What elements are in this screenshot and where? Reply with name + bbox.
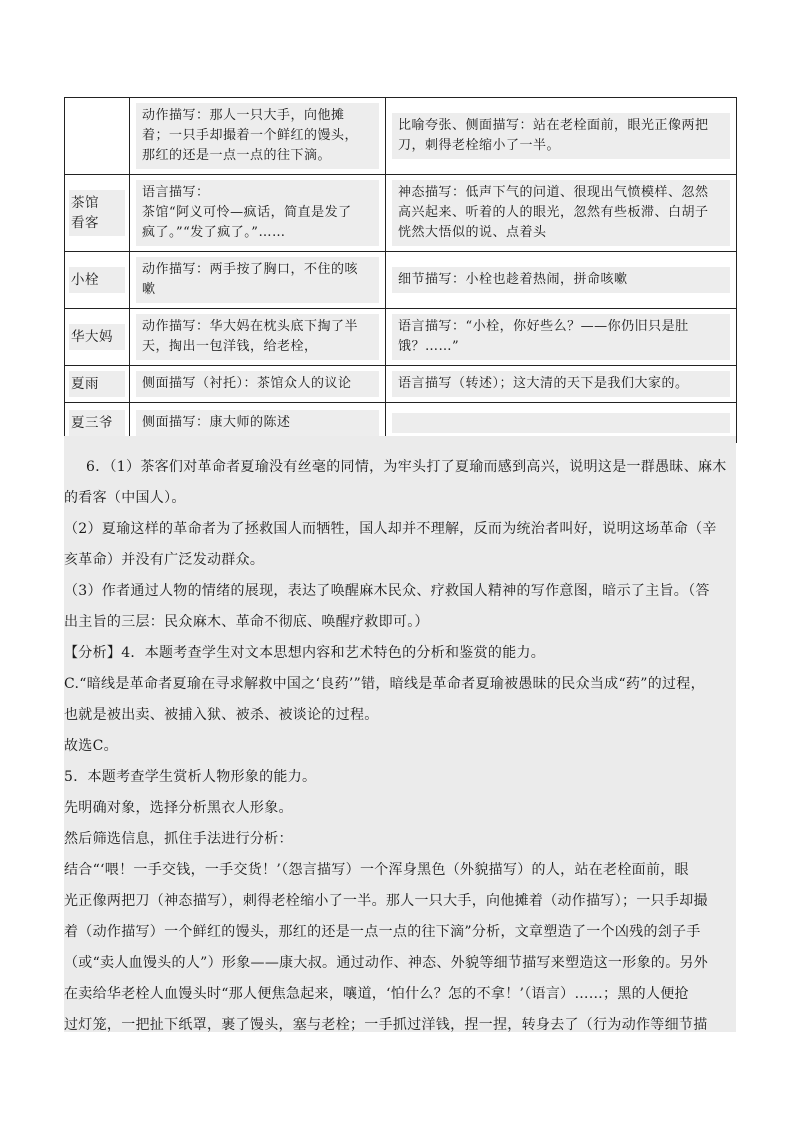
analysis-line: 6．（1）茶客们对革命者夏瑜没有丝毫的同情，为牢头打了夏瑜而感到高兴，说明这是一群愚昧、麻木	[86, 459, 727, 475]
text-line: 动作描写：两手按了胸口，不住的咳	[142, 262, 359, 277]
analysis-line: （3）作者通过人物的情绪的展现，表达了唤醒麻木民众、疗救国人精神的写作意图，暗示了主旨。（答	[64, 583, 710, 599]
text-line: 饿？……”	[398, 339, 460, 354]
text-line: 刀，刺得老栓缩小了一半。	[398, 138, 561, 153]
technique-cell	[386, 366, 737, 403]
technique-text	[392, 413, 730, 433]
analysis-line: 然后筛选信息，抓住手法进行分析：	[64, 831, 293, 847]
character-name-cell	[65, 252, 130, 309]
description-text	[136, 257, 379, 303]
description-text	[136, 103, 379, 169]
analysis-line: （或“卖人血馒头的人”）形象——康大叔。通过动作、神态、外貌等细节描写来塑造这一形象的。另外	[64, 955, 709, 971]
table-row	[65, 252, 737, 309]
technique-text	[392, 314, 730, 360]
description-text	[136, 410, 379, 436]
table-row	[65, 98, 737, 175]
analysis-line: 着（动作描写）一个鲜红的馒头，那红的还是一点一点的往下滴”分析，文章塑造了一个凶残的刽子手	[64, 924, 701, 940]
text-line: 嗽	[142, 282, 156, 297]
description-text	[136, 180, 379, 246]
technique-cell	[386, 98, 737, 175]
analysis-line: 先明确对象，选择分析黑衣人形象。	[64, 800, 293, 816]
technique-cell	[386, 252, 737, 309]
analysis-line: 在卖给华老栓人血馒头时“那人便焦急起来，嚷道，‘怕什么？怎的不拿！’（语言）……；黑的人便抢	[64, 986, 689, 1002]
text-line: 天，掏出一包洋钱，给老栓，	[142, 339, 318, 354]
text-line: 侧面描写：康大师的陈述	[142, 414, 291, 430]
character-name-cell	[65, 175, 130, 252]
text-line: 侧面描写（衬托）：茶馆众人的议论	[142, 376, 352, 391]
character-name: 小栓	[69, 267, 125, 293]
text-line: 语言描写：	[142, 185, 210, 200]
analysis-line: 光正像两把刀（神态描写），刺得老栓缩小了一半。那人一只大手，向他摊着（动作描写）；一只手却撮	[64, 893, 708, 909]
text-line: 语言描写（转述）；这大清的天下是我们大家的。	[398, 376, 689, 391]
description-cell	[130, 366, 386, 403]
text-line: 动作描写：华大妈在枕头底下掏了半	[142, 319, 359, 334]
character-name: 华大妈	[69, 324, 125, 350]
table-row	[65, 366, 737, 403]
character-name: 夏三爷	[69, 410, 125, 436]
analysis-line: C.“暗线是革命者夏瑜在寻求解救中国之‘良药’”错，暗线是革命者夏瑜被愚昧的民众当成“药”的过程，	[64, 676, 705, 692]
character-description-table	[64, 97, 737, 443]
description-cell	[130, 252, 386, 309]
analysis-line: 【分析】4．本题考查学生对文本思想内容和艺术特色的分析和鉴赏的能力。	[64, 645, 546, 661]
text-line: 疯了。”“发了疯了。”……	[142, 225, 286, 240]
description-cell	[130, 175, 386, 252]
analysis-line: 也就是被出卖、被捕入狱、被杀、被谈论的过程。	[64, 707, 379, 723]
analysis-line: 出主旨的三层：民众麻木、革命不彻底、唤醒疗救即可。）	[64, 614, 429, 630]
character-name-cell	[65, 366, 130, 403]
analysis-line: 亥革命）并没有广泛发动群众。	[64, 552, 265, 568]
table-row	[65, 309, 737, 366]
analysis-line: 5．本题考查学生赏析人物形象的能力。	[64, 769, 317, 785]
analysis-line: 故选C。	[64, 738, 118, 754]
text-line: 恍然大悟似的说、点着头	[398, 225, 547, 240]
text-line: 细节描写：小栓也趁着热闹，拼命咳嗽	[398, 272, 628, 287]
text-line: 茶馆“阿义可怜—疯话，简直是发了	[142, 205, 352, 220]
answer-analysis	[64, 436, 736, 1032]
text-line: 那红的还是一点一点的往下滴。	[142, 148, 332, 163]
text-line: 高兴起来、听着的人的眼光，忽然有些板滞、白胡子	[398, 205, 709, 220]
analysis-line: （2）夏瑜这样的革命者为了拯救国人而牺牲，国人却并不理解，反而为统治者叫好，说明这场革命（辛	[64, 521, 717, 537]
description-cell	[130, 98, 386, 175]
text-line: 动作描写：那人一只大手，向他摊	[142, 108, 345, 123]
technique-text	[392, 267, 730, 293]
character-name-cell	[65, 98, 130, 175]
character-name-cell	[65, 309, 130, 366]
table-row	[65, 175, 737, 252]
technique-text	[392, 113, 730, 159]
character-name: 夏雨	[69, 371, 125, 397]
analysis-line: 的看客（中国人）。	[64, 490, 186, 506]
text-line: 语言描写：“小栓，你好些么？——你仍旧只是肚	[398, 319, 689, 334]
description-cell	[130, 309, 386, 366]
analysis-line: 结合“‘喂！一手交钱，一手交货！’（怨言描写）一个浑身黑色（外貌描写）的人，站在老栓面前，眼	[64, 862, 689, 878]
description-text	[136, 371, 379, 397]
analysis-line: 过灯笼，一把扯下纸罩，裹了馒头，塞与老栓；一手抓过洋钱，捏一捏，转身去了（行为动作等细节描	[64, 1017, 708, 1033]
text-line: 着；一只手却撮着一个鲜红的馒头，	[142, 128, 359, 143]
description-text	[136, 314, 379, 360]
technique-cell	[386, 309, 737, 366]
text-line: 比喻夸张、侧面描写：站在老栓面前，眼光正像两把	[398, 118, 709, 133]
technique-text	[392, 371, 730, 397]
technique-cell	[386, 175, 737, 252]
character-name: 茶馆 看客	[69, 190, 125, 236]
technique-text	[392, 180, 730, 246]
text-line: 神态描写：低声下气的问道、很现出气愤模样、忽然	[398, 185, 709, 200]
